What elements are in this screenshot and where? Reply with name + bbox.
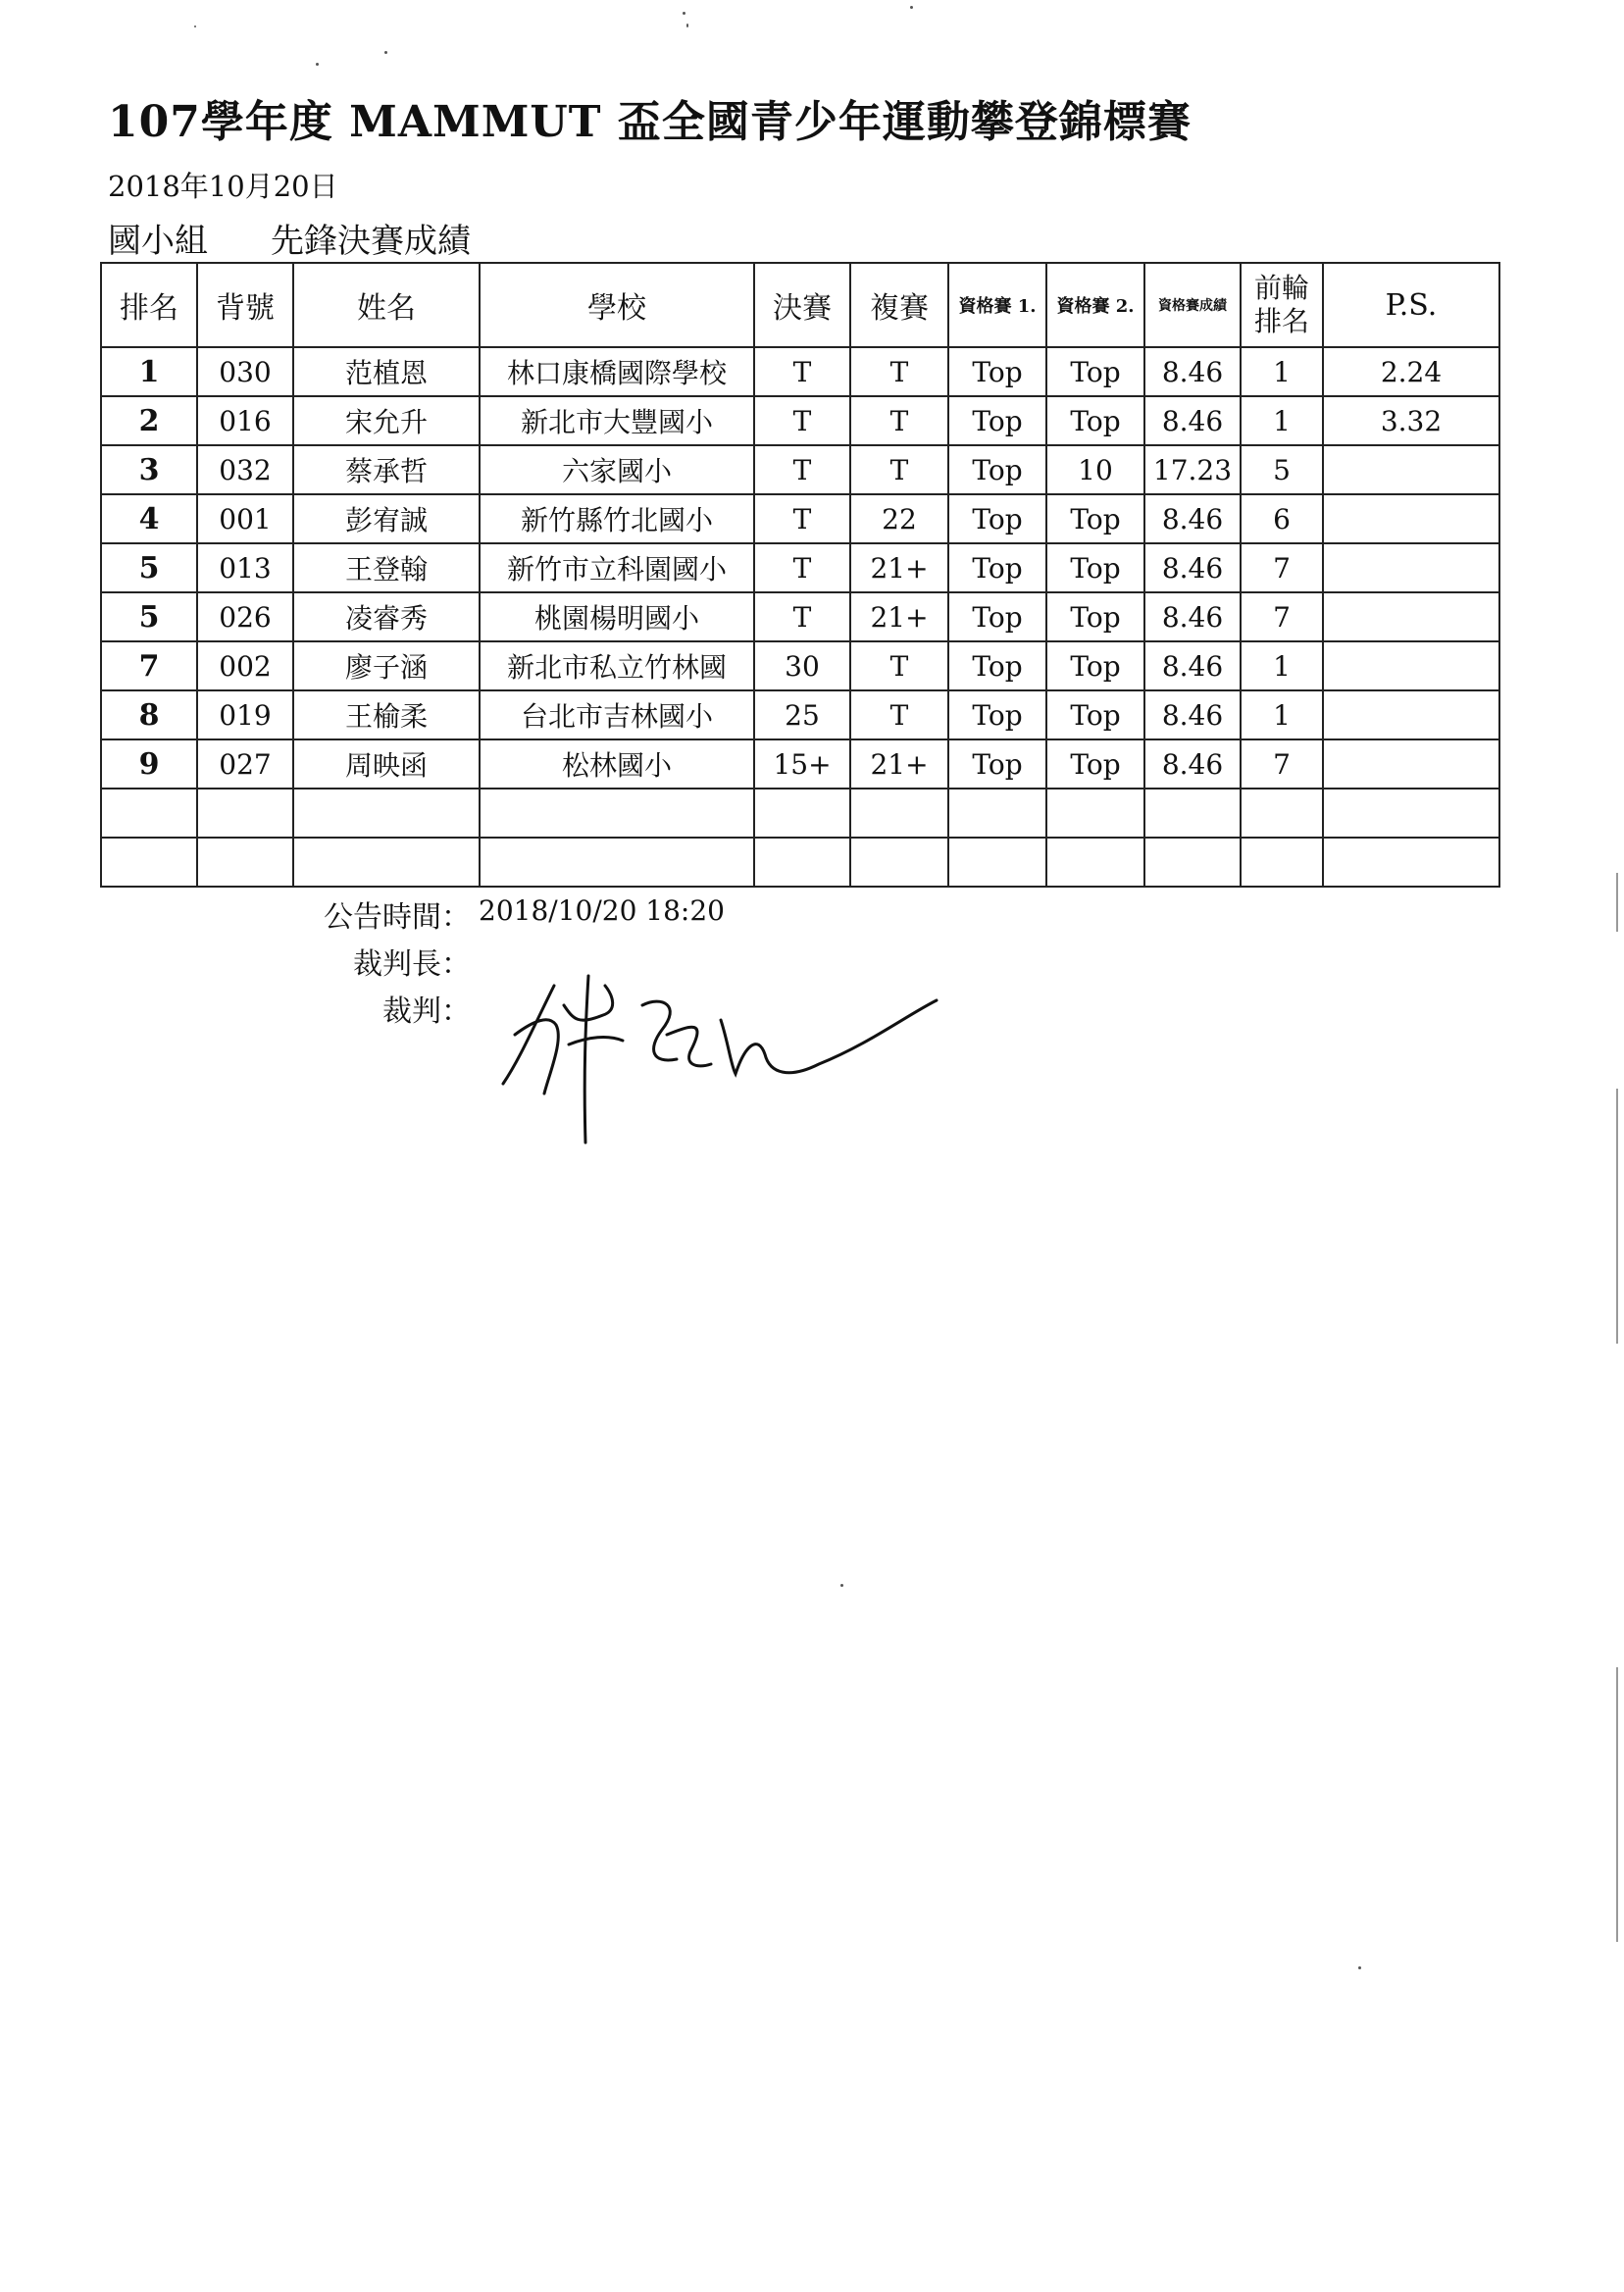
cell-semifinal: T [850,396,948,445]
cell-bib: 032 [197,445,293,494]
header-semifinal: 複賽 [850,263,948,347]
cell-prev-rank: 1 [1241,396,1323,445]
cell-qual1: Top [948,494,1046,543]
document-date: 2018年10月20日 [108,170,338,203]
cell-semifinal: T [850,641,948,690]
cell-qual-score: 8.46 [1144,592,1241,641]
cell-name [293,838,480,887]
cell-name: 宋允升 [293,396,480,445]
cell-bib: 016 [197,396,293,445]
judge-signature [495,966,946,1152]
cell-prev-rank: 5 [1241,445,1323,494]
table-row [101,494,1499,543]
chief-judge-label: 裁判長： [353,947,471,982]
cell-prev-rank: 7 [1241,543,1323,592]
cell-qual-score [1144,838,1241,887]
cell-name: 王榆柔 [293,690,480,739]
cell-final: T [754,494,850,543]
cell-final: T [754,396,850,445]
scan-speck [316,63,319,66]
header-qual1: 資格賽 1. [948,263,1046,347]
cell-final: T [754,445,850,494]
cell-semifinal: 21+ [850,543,948,592]
cell-qual-score: 8.46 [1144,396,1241,445]
cell-qual2: Top [1046,641,1144,690]
cell-rank: 2 [101,396,197,445]
table-row [101,838,1499,887]
cell-school: 六家國小 [480,445,754,494]
cell-qual2: Top [1046,543,1144,592]
cell-ps [1323,494,1499,543]
cell-semifinal: 22 [850,494,948,543]
cell-qual2: 10 [1046,445,1144,494]
cell-name: 王登翰 [293,543,480,592]
cell-qual2: Top [1046,396,1144,445]
cell-qual2 [1046,789,1144,838]
cell-school: 新北市私立竹林國 [480,641,754,690]
cell-qual-score: 8.46 [1144,641,1241,690]
cell-ps [1323,789,1499,838]
cell-ps [1323,592,1499,641]
cell-final: T [754,592,850,641]
cell-bib: 027 [197,739,293,789]
cell-ps [1323,641,1499,690]
cell-ps [1323,543,1499,592]
cell-prev-rank [1241,838,1323,887]
scan-speck [194,25,196,27]
header-final: 決賽 [754,263,850,347]
cell-qual2: Top [1046,347,1144,396]
cell-qual1 [948,838,1046,887]
cell-school: 新竹市立科園國小 [480,543,754,592]
header-bib: 背號 [197,263,293,347]
header-rank: 排名 [101,263,197,347]
cell-semifinal [850,838,948,887]
scan-edge-mark [1616,873,1618,932]
cell-school: 新竹縣竹北國小 [480,494,754,543]
cell-ps [1323,739,1499,789]
cell-school: 桃園楊明國小 [480,592,754,641]
cell-qual1: Top [948,396,1046,445]
cell-prev-rank: 1 [1241,347,1323,396]
cell-qual-score: 8.46 [1144,690,1241,739]
header-prev-rank-line2: 排名 [1253,305,1309,337]
header-name: 姓名 [293,263,480,347]
table-row [101,690,1499,739]
cell-rank: 3 [101,445,197,494]
cell-rank [101,838,197,887]
cell-qual-score: 8.46 [1144,347,1241,396]
header-ps: P.S. [1323,263,1499,347]
event-label: 先鋒決賽成績 [271,222,471,261]
scan-speck [840,1584,843,1587]
cell-qual1: Top [948,739,1046,789]
table-row [101,445,1499,494]
cell-prev-rank: 7 [1241,592,1323,641]
scan-speck [1358,1966,1361,1969]
cell-final [754,838,850,887]
cell-prev-rank: 1 [1241,641,1323,690]
cell-prev-rank: 6 [1241,494,1323,543]
cell-final: 25 [754,690,850,739]
cell-ps [1323,690,1499,739]
cell-rank: 5 [101,592,197,641]
cell-qual1: Top [948,445,1046,494]
cell-name: 蔡承哲 [293,445,480,494]
scan-speck [910,6,913,9]
cell-bib: 001 [197,494,293,543]
cell-qual1: Top [948,641,1046,690]
cell-rank: 5 [101,543,197,592]
announce-time-label: 公告時間： [324,900,471,935]
cell-bib: 002 [197,641,293,690]
scan-edge-mark [1616,1667,1618,1942]
cell-prev-rank: 7 [1241,739,1323,789]
header-prev-rank-line1: 前輪 [1253,272,1309,304]
cell-qual-score: 17.23 [1144,445,1241,494]
cell-bib [197,789,293,838]
cell-prev-rank [1241,789,1323,838]
header-prev-rank [1241,263,1323,347]
cell-qual1: Top [948,543,1046,592]
cell-qual1: Top [948,690,1046,739]
cell-qual1 [948,789,1046,838]
cell-rank: 8 [101,690,197,739]
table-row [101,592,1499,641]
header-school: 學校 [480,263,754,347]
scan-speck [384,51,387,54]
announce-time-value: 2018/10/20 18:20 [479,894,725,927]
cell-rank [101,789,197,838]
results-table [100,262,1500,888]
cell-final: T [754,347,850,396]
cell-final: 15+ [754,739,850,789]
cell-ps: 2.24 [1323,347,1499,396]
cell-final [754,789,850,838]
cell-name [293,789,480,838]
judge-label: 裁判： [382,994,471,1029]
results-body [101,347,1499,887]
cell-school [480,838,754,887]
group-label: 國小組 [108,222,208,261]
cell-semifinal: 21+ [850,739,948,789]
cell-qual-score [1144,789,1241,838]
cell-final: T [754,543,850,592]
cell-qual-score: 8.46 [1144,543,1241,592]
cell-qual2: Top [1046,690,1144,739]
cell-bib: 013 [197,543,293,592]
scan-speck [683,12,685,15]
cell-rank: 9 [101,739,197,789]
cell-school [480,789,754,838]
cell-rank: 4 [101,494,197,543]
cell-ps: 3.32 [1323,396,1499,445]
cell-school: 松林國小 [480,739,754,789]
cell-qual2: Top [1046,494,1144,543]
table-row [101,641,1499,690]
cell-qual1: Top [948,347,1046,396]
cell-name: 廖子涵 [293,641,480,690]
cell-qual2: Top [1046,739,1144,789]
subheading [108,214,471,262]
cell-bib [197,838,293,887]
cell-qual2 [1046,838,1144,887]
cell-ps [1323,445,1499,494]
table-row [101,396,1499,445]
cell-name: 周映函 [293,739,480,789]
cell-school: 台北市吉林國小 [480,690,754,739]
cell-rank: 1 [101,347,197,396]
cell-qual-score: 8.46 [1144,739,1241,789]
header-qual2: 資格賽 2. [1046,263,1144,347]
scan-speck [686,24,688,27]
cell-bib: 026 [197,592,293,641]
cell-prev-rank: 1 [1241,690,1323,739]
cell-name: 凌睿秀 [293,592,480,641]
cell-semifinal: T [850,690,948,739]
document-title: 107學年度 MAMMUT 盃全國青少年運動攀登錦標賽 [108,97,1192,147]
cell-semifinal: T [850,445,948,494]
cell-semifinal: 21+ [850,592,948,641]
header-qual-score: 資格賽成績 [1144,263,1241,347]
cell-name: 彭宥誠 [293,494,480,543]
cell-bib: 030 [197,347,293,396]
cell-qual-score: 8.46 [1144,494,1241,543]
cell-qual1: Top [948,592,1046,641]
cell-rank: 7 [101,641,197,690]
cell-bib: 019 [197,690,293,739]
cell-school: 新北市大豐國小 [480,396,754,445]
table-row [101,739,1499,789]
table-row [101,543,1499,592]
cell-qual2: Top [1046,592,1144,641]
cell-semifinal [850,789,948,838]
scan-edge-mark [1616,1089,1618,1344]
table-header-row [101,263,1499,347]
table-row [101,347,1499,396]
cell-semifinal: T [850,347,948,396]
cell-ps [1323,838,1499,887]
table-row [101,789,1499,838]
cell-school: 林口康橋國際學校 [480,347,754,396]
cell-final: 30 [754,641,850,690]
cell-name: 范植恩 [293,347,480,396]
